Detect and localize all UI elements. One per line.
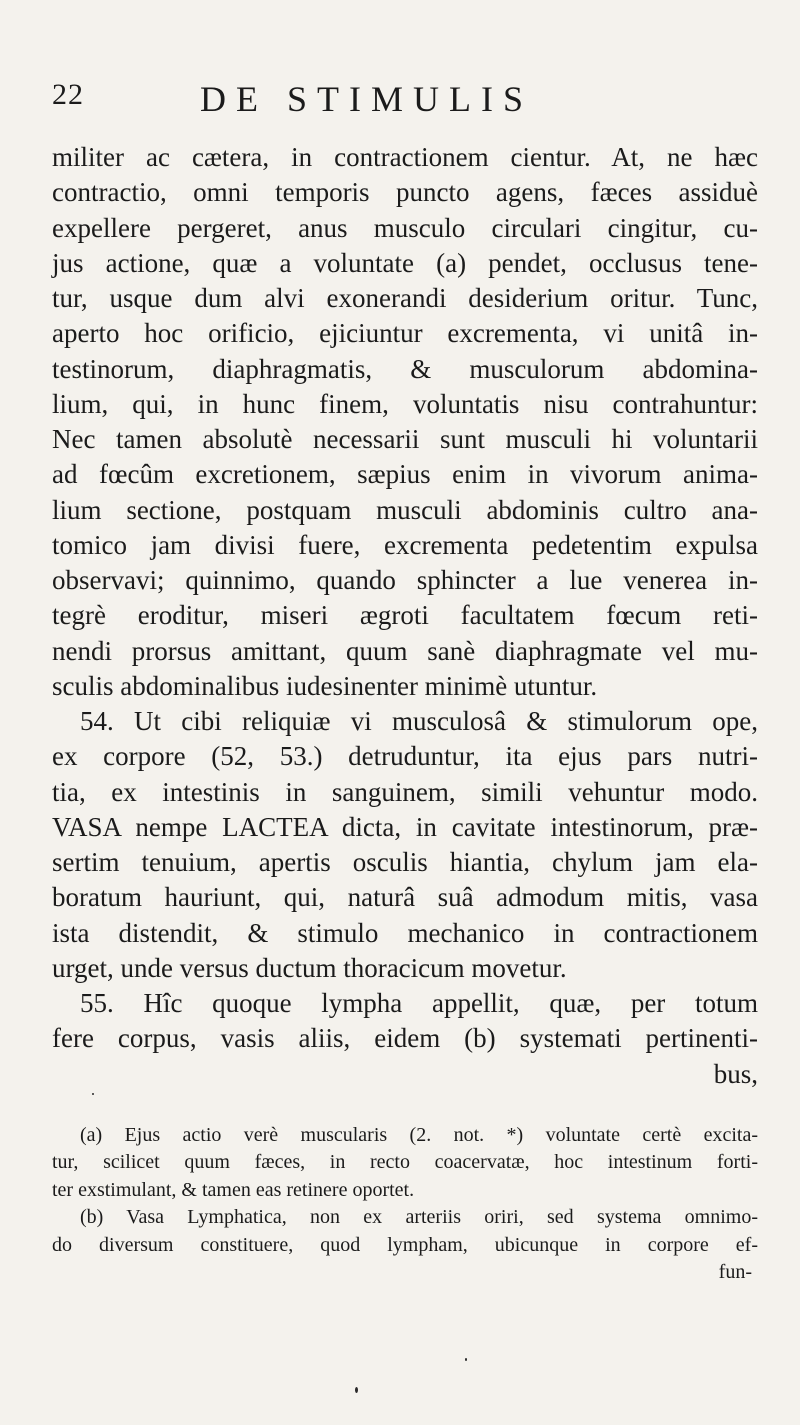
text-line: testinorum, diaphragmatis, & musculorum abdomina- xyxy=(52,353,758,384)
text-line-paragraph-end: urget, unde versus ductum thoracicum movetur. xyxy=(52,952,567,983)
text-line: lium sectione, postquam musculi abdominis cultro ana- xyxy=(52,494,758,525)
text-line-paragraph-end: sculis abdominalibus iudesinenter minimè utuntur. xyxy=(52,670,598,701)
text-line: VASA nempe LACTEA dicta, in cavitate intestinorum, præ- xyxy=(52,811,758,842)
text-line: ad fœcûm excretionem, sæpius enim in vivorum anima- xyxy=(52,459,758,490)
footnote-catchword: fun- xyxy=(718,1261,752,1284)
text-line: tur, usque dum alvi exonerandi desiderium oritur. Tunc, xyxy=(52,283,758,313)
main-text xyxy=(52,140,758,1092)
text-line: militer ac cætera, in contractionem cientur. At, ne hæc xyxy=(52,142,758,172)
footnote-a-line: tur, scilicet quum fæces, in recto coacervatæ, hoc intestinum forti- xyxy=(52,1151,758,1174)
running-title: DE STIMULIS xyxy=(200,79,533,119)
print-speck xyxy=(92,1093,94,1095)
page-header xyxy=(52,78,752,126)
text-line: jus actione, quæ a voluntate (a) pendet, occlusus tene- xyxy=(52,247,758,278)
text-line: tegrè eroditur, miseri ægroti facultatem fœcum reti- xyxy=(52,600,758,631)
text-line: tia, ex intestinis in sanguinem, simili vehuntur modo. xyxy=(52,776,758,807)
text-line: contractio, omni temporis puncto agens, fæces assiduè xyxy=(52,177,758,208)
text-line: ex corpore (52, 53.) detruduntur, ita ejus pars nutri- xyxy=(52,741,758,772)
page-number: 22 xyxy=(52,78,84,111)
text-line: expellere pergeret, anus musculo circulari cingitur, cu- xyxy=(52,212,758,243)
text-line: sertim tenuium, apertis osculis hiantia, chylum jam ela- xyxy=(52,847,758,877)
text-line: observavi; quinnimo, quando sphincter a lue venerea in- xyxy=(52,565,758,595)
text-line: Nec tamen absolutè necessarii sunt musculi hi voluntarii xyxy=(52,424,758,454)
text-line: aperto hoc orificio, ejiciuntur excrementa, vi unitâ in- xyxy=(52,318,758,349)
footnote-a-line: ter exstimulant, & tamen eas retinere oportet. xyxy=(52,1178,415,1201)
text-line: fere corpus, vasis aliis, eidem (b) systemati pertinenti- xyxy=(52,1023,758,1054)
footnote-b-line: (b) Vasa Lymphatica, non ex arteriis oriri, sed systema omnimo- xyxy=(80,1206,758,1229)
text-line: lium, qui, in hunc finem, voluntatis nisu contrahuntur: xyxy=(52,388,758,419)
text-line: ista distendit, & stimulo mechanico in contractionem xyxy=(52,917,758,948)
print-speck xyxy=(355,1387,358,1393)
text-line-paragraph-55: 55. Hîc quoque lympha appellit, quæ, per totum xyxy=(80,988,758,1018)
footnote-a-line: (a) Ejus actio verè muscularis (2. not. *) voluntate certè excita- xyxy=(80,1124,758,1146)
text-line-paragraph-54: 54. Ut cibi reliquiæ vi musculosâ & stimulorum ope, xyxy=(80,706,758,736)
text-line: nendi prorsus amittant, quum sanè diaphragmate vel mu- xyxy=(52,635,758,666)
text-line: boratum hauriunt, qui, naturâ suâ admodum mitis, vasa xyxy=(52,882,758,913)
footnotes xyxy=(52,1122,758,1286)
footnote-b-line: do diversum constituere, quod lympham, ubicunque in corpore ef- xyxy=(52,1233,758,1256)
print-speck xyxy=(465,1358,467,1361)
catchword: bus, xyxy=(713,1058,758,1089)
text-line: tomico jam divisi fuere, excrementa pedetentim expulsa xyxy=(52,529,758,560)
